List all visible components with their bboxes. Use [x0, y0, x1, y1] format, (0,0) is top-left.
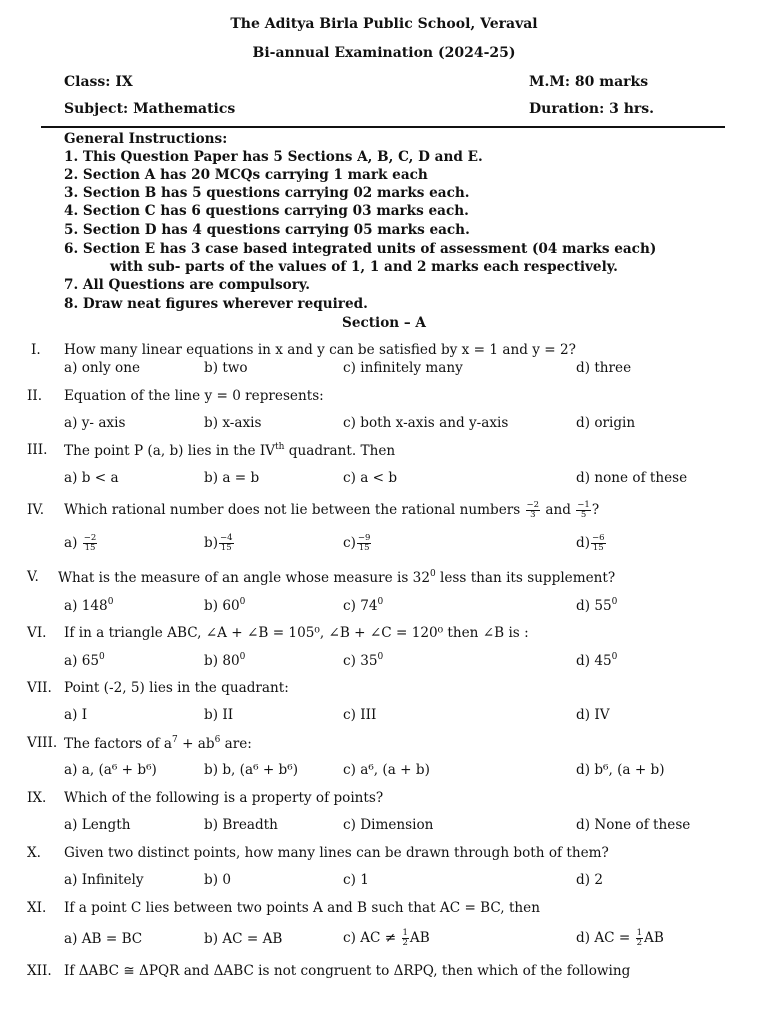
question-text: The point P (a, b) lies in the IVth quadrant. Then — [64, 442, 396, 459]
instruction-item: 5. Section D has 4 questions carrying 05 marks each. — [64, 222, 470, 238]
option-c: c) $\frac{-9}{15}$ — [343, 533, 371, 553]
question-number: XI. — [27, 900, 47, 916]
question-number: IX. — [27, 790, 47, 806]
option-d: d) b⁶, (a + b) — [576, 762, 665, 778]
question-number: X. — [27, 845, 41, 861]
instructions-title: General Instructions: — [64, 131, 228, 147]
option-d: d) origin — [576, 415, 636, 431]
option-a: a) I — [64, 707, 88, 723]
question-number: VI. — [27, 625, 47, 641]
option-a: a) $148^0$ — [64, 597, 114, 614]
question-text: If ΔABC ≅ ΔPQR and ΔABC is not congruent to ΔRPQ, then which of the following — [64, 963, 631, 979]
question-text: Point (-2, 5) lies in the quadrant: — [64, 680, 289, 696]
instruction-item: 3. Section B has 5 questions carrying 02 marks each. — [64, 185, 470, 201]
class-label: Class: IX — [64, 74, 133, 90]
option-b: b) two — [204, 360, 248, 376]
option-b: b) b, (a⁶ + b⁶) — [204, 762, 299, 778]
question-number: V. — [27, 569, 39, 585]
option-d: d) $55^0$ — [576, 597, 618, 614]
option-a: a) AB = BC — [64, 931, 143, 947]
option-b: b) II — [204, 707, 234, 723]
question-text: The factors of $a^7 + ab^6$ are: — [64, 735, 252, 752]
fraction: $\frac{-1}{5}$ — [577, 500, 590, 520]
option-b: b) $60^0$ — [204, 597, 246, 614]
option-b: b) x-axis — [204, 415, 262, 431]
question-text: Equation of the line y = 0 represents: — [64, 388, 324, 404]
question-text: Given two distinct points, how many lines can be drawn through both of them? — [64, 845, 609, 861]
question-number: III. — [27, 442, 48, 458]
option-b: b) AC = AB — [204, 931, 283, 947]
option-d: d) 2 — [576, 872, 603, 888]
option-a: a) y- axis — [64, 415, 126, 431]
fraction: $\frac{-2}{3}$ — [526, 500, 540, 520]
question-text: If a point C lies between two points A and B such that AC = BC, then — [64, 900, 540, 916]
option-d: d) $45^0$ — [576, 652, 618, 669]
option-a: a) b < a — [64, 470, 119, 486]
max-marks: M.M: 80 marks — [529, 74, 649, 90]
option-d: d) AC = $\frac{1}{2}$ AB — [576, 928, 664, 948]
option-d: d) three — [576, 360, 632, 376]
option-a: a) only one — [64, 360, 141, 376]
question-text: Which of the following is a property of points? — [64, 790, 384, 806]
school-name: The Aditya Birla Public School, Veraval — [230, 16, 538, 32]
option-c: c) Dimension — [343, 817, 434, 833]
question-number: I. — [31, 342, 41, 358]
option-c: c) AC ≠ $\frac{1}{2}$ AB — [343, 928, 430, 948]
question-text: How many linear equations in x and y can be satisfied by x = 1 and y = 2? — [64, 342, 576, 358]
question-text: If in a triangle ABC, ∠A + ∠B = 105⁰, ∠B + ∠C = 120⁰ then ∠B is : — [64, 625, 529, 641]
option-c: c) a < b — [343, 470, 398, 486]
option-b: b) 0 — [204, 872, 231, 888]
header-divider — [41, 126, 725, 128]
option-b: b) a = b — [204, 470, 260, 486]
option-d: d) none of these — [576, 470, 688, 486]
question-text: Which rational number does not lie between the rational numbers $\frac{-2}{3}$ and $\frac{-1}{5}$ ? — [64, 500, 600, 520]
option-a: a) $65^0$ — [64, 652, 105, 669]
option-c: c) $35^0$ — [343, 652, 384, 669]
option-b: b) $80^0$ — [204, 652, 246, 669]
question-number: XII. — [27, 963, 52, 979]
question-number: VIII. — [27, 735, 58, 751]
option-a: a) Length — [64, 817, 131, 833]
question-number: IV. — [27, 502, 45, 518]
subject-label: Subject: Mathematics — [64, 101, 236, 117]
instruction-item-continued: with sub- parts of the values of 1, 1 and 2 marks each respectively. — [110, 259, 618, 275]
option-c: c) infinitely many — [343, 360, 463, 376]
option-a: a) Infinitely — [64, 872, 144, 888]
option-a: a) $\frac{-2}{15}$ — [64, 533, 97, 553]
instruction-item: 6. Section E has 3 case based integrated units of assessment (04 marks each) — [64, 241, 657, 257]
instruction-item: 2. Section A has 20 MCQs carrying 1 mark each — [64, 167, 428, 183]
instruction-item: 8. Draw neat figures wherever required. — [64, 296, 368, 312]
option-c: c) 1 — [343, 872, 369, 888]
option-c: c) $74^0$ — [343, 597, 384, 614]
option-d: d) $\frac{-6}{15}$ — [576, 533, 605, 553]
instruction-item: 7. All Questions are compulsory. — [64, 277, 310, 293]
exam-title: Bi-annual Examination (2024-25) — [252, 45, 516, 61]
option-b: b) Breadth — [204, 817, 278, 833]
question-text: What is the measure of an angle whose measure is $32^0$ less than its supplement? — [58, 569, 616, 586]
option-d: d) IV — [576, 707, 610, 723]
option-a: a) a, (a⁶ + b⁶) — [64, 762, 157, 778]
instruction-item: 1. This Question Paper has 5 Sections A, B, C, D and E. — [64, 149, 483, 165]
option-d: d) None of these — [576, 817, 691, 833]
option-b: b) $\frac{-4}{15}$ — [204, 533, 233, 553]
option-c: c) both x-axis and y-axis — [343, 415, 509, 431]
question-number: II. — [27, 388, 43, 404]
section-title: Section – A — [342, 315, 426, 331]
option-c: c) a⁶, (a + b) — [343, 762, 430, 778]
instruction-item: 4. Section C has 6 questions carrying 03 marks each. — [64, 203, 469, 219]
duration-label: Duration: 3 hrs. — [529, 101, 655, 117]
option-c: c) III — [343, 707, 377, 723]
question-number: VII. — [27, 680, 52, 696]
